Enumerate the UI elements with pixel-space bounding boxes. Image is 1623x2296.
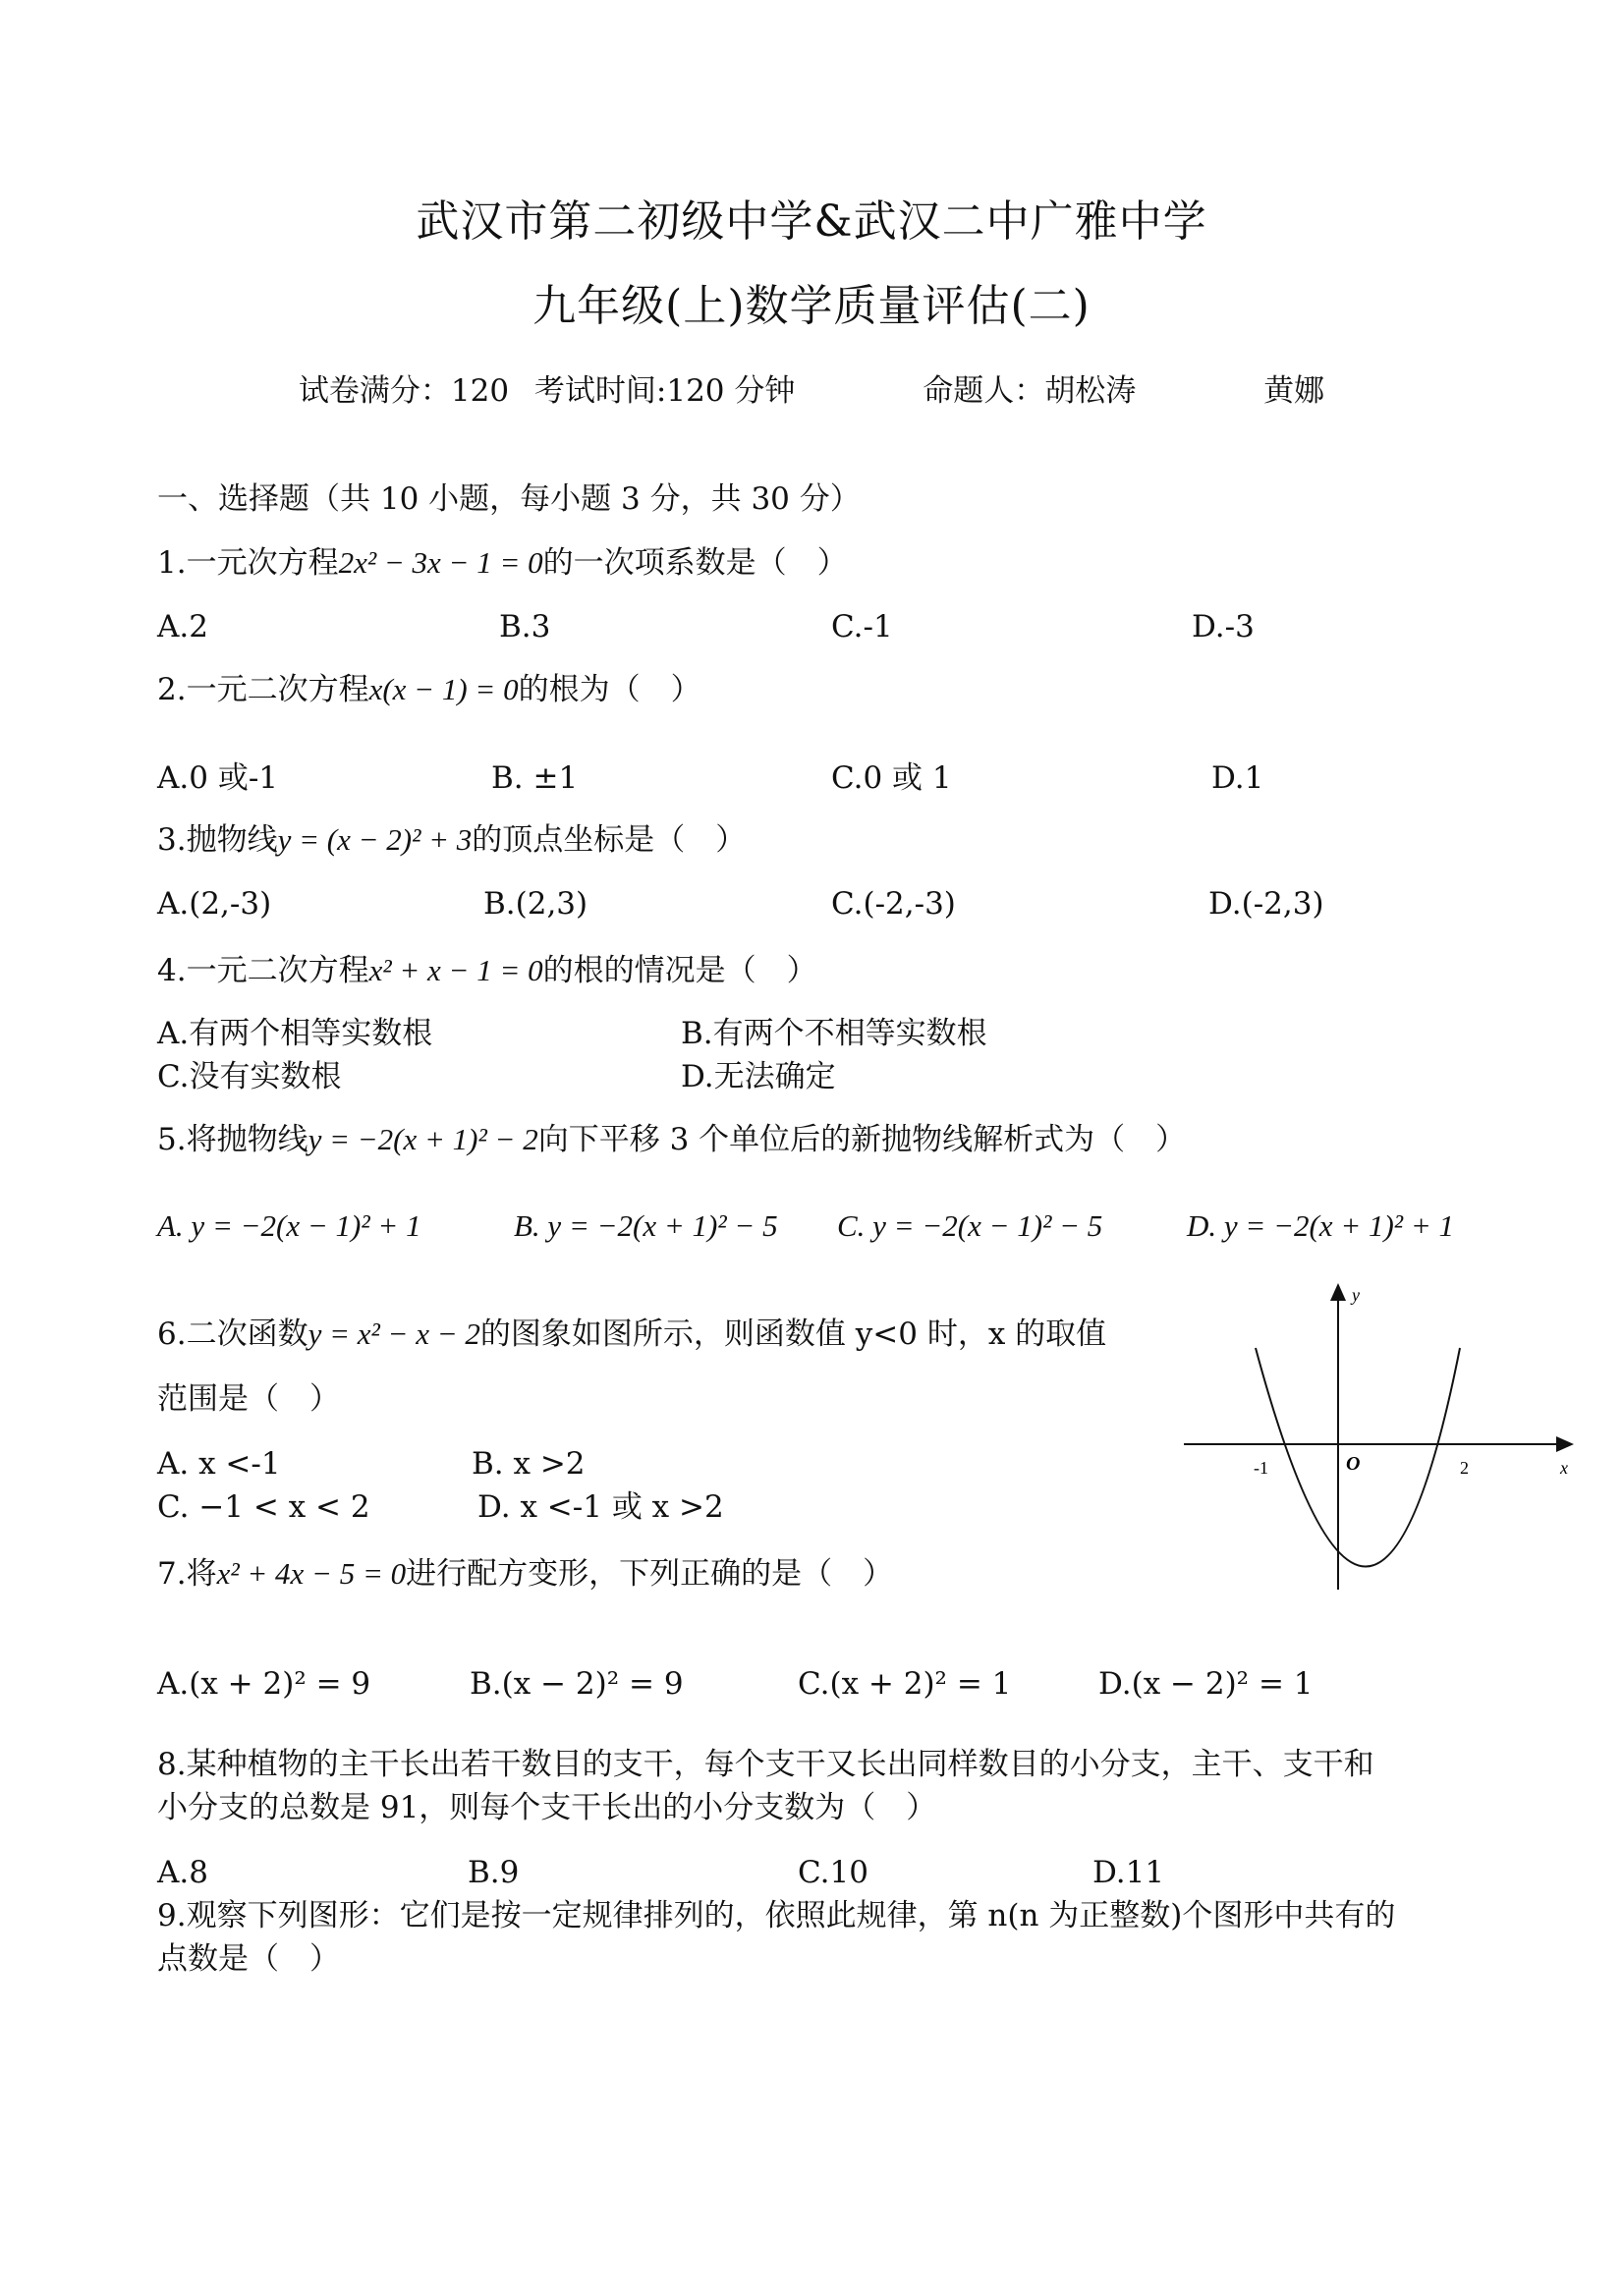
q2-option-c: C.0 或 1: [831, 760, 952, 796]
q5-option-d: D. y = −2(x + 1)² + 1: [1187, 1208, 1455, 1243]
q7-math: x² + 4x − 5 = 0: [216, 1556, 407, 1591]
q4-stem-post: 的根的情况是（ ）: [542, 953, 817, 988]
q8-option-a: A.8: [157, 1855, 208, 1890]
q3-option-a: A.(2,-3): [157, 886, 272, 922]
tick-label-left: -1: [1254, 1458, 1268, 1478]
question-5: [157, 1120, 1186, 1159]
q2-math: x(x − 1) = 0: [368, 672, 519, 706]
question-1: [157, 543, 848, 583]
q2-option-a: A.0 或-1: [157, 760, 279, 796]
q1-stem-pre: 1.一元次方程: [157, 545, 339, 581]
x-axis-label: x: [1560, 1458, 1568, 1478]
q2-stem-pre: 2.一元二次方程: [157, 672, 369, 707]
q5-option-a: A. y = −2(x − 1)² + 1: [157, 1208, 421, 1243]
q1-option-c: C.-1: [831, 609, 893, 644]
q7-option-c: C.(x + 2)² = 1: [798, 1666, 1012, 1702]
q5-option-c: C. y = −2(x − 1)² − 5: [837, 1208, 1103, 1243]
exam-meta: [0, 371, 1623, 411]
exam-title-line2: 九年级(上)数学质量评估(二): [532, 281, 1091, 331]
question-8-line2: 小分支的总数是 91，则每个支干长出的小分支数为（ ）: [157, 1790, 937, 1825]
q1-math: 2x² − 3x − 1 = 0: [338, 545, 543, 580]
q4-option-b: B.有两个不相等实数根: [681, 1016, 987, 1051]
author2-info: 黄娜: [1263, 373, 1325, 409]
question-4: [157, 951, 817, 990]
q2-option-d: D.1: [1211, 760, 1264, 796]
q2-stem-post: 的根为（ ）: [518, 672, 701, 707]
tick-label-right: 2: [1460, 1458, 1469, 1478]
q7-option-a: A.(x + 2)² = 9: [157, 1666, 371, 1702]
q6-option-b: B. x >2: [472, 1446, 586, 1482]
q3-stem-post: 的顶点坐标是（ ）: [472, 822, 747, 858]
exam-title-line1: 武汉市第二初级中学&武汉二中广雅中学: [416, 196, 1207, 247]
q1-stem-post: 的一次项系数是（ ）: [542, 545, 848, 581]
question-9-line1: 9.观察下列图形：它们是按一定规律排列的，依照此规律，第 n(n 为正整数)个图形中共有的: [157, 1898, 1396, 1933]
q3-option-c: C.(-2,-3): [831, 886, 956, 922]
q7-option-d: D.(x − 2)² = 1: [1098, 1666, 1314, 1702]
q4-option-c: C.没有实数根: [157, 1059, 342, 1094]
section-heading: 一、选择题（共 10 小题，每小题 3 分，共 30 分）: [157, 481, 861, 517]
origin-label: O: [1346, 1453, 1361, 1475]
q4-math: x² + x − 1 = 0: [368, 953, 543, 987]
q5-stem-pre: 5.将抛物线: [157, 1122, 308, 1157]
question-8-line1: 8.某种植物的主干长出若干数目的支干，每个支干又长出同样数目的小分支，主干、支干和: [157, 1747, 1374, 1782]
q3-stem-pre: 3.抛物线: [157, 822, 278, 858]
q8-option-b: B.9: [468, 1855, 520, 1890]
question-9-line2: 点数是（ ）: [157, 1941, 340, 1977]
q6-stem-line2: 范围是（ ）: [157, 1381, 340, 1417]
q4-option-a: A.有两个相等实数根: [157, 1016, 433, 1051]
author-info: 命题人：胡松涛: [923, 373, 1137, 409]
question-2: [157, 670, 701, 709]
q5-option-b: B. y = −2(x + 1)² − 5: [514, 1208, 778, 1243]
q7-stem-pre: 7.将: [157, 1556, 217, 1592]
q8-option-d: D.11: [1092, 1855, 1165, 1890]
q8-option-c: C.10: [798, 1855, 868, 1890]
q1-option-a: A.2: [157, 609, 208, 644]
q6-stem-post: 的图象如图所示，则函数值 y<0 时，x 的取值: [479, 1316, 1107, 1352]
q7-option-b: B.(x − 2)² = 9: [470, 1666, 684, 1702]
parabola-graph: [1179, 1277, 1582, 1601]
q6-option-d: D. x <-1 或 x >2: [477, 1489, 724, 1525]
question-6: [157, 1315, 1106, 1354]
q3-math: y = (x − 2)² + 3: [277, 822, 473, 857]
q3-option-b: B.(2,3): [483, 886, 588, 922]
q6-stem-pre: 6.二次函数: [157, 1316, 308, 1352]
q5-stem-post: 向下平移 3 个单位后的新抛物线解析式为（ ）: [537, 1122, 1187, 1157]
score-info: 试卷满分：120: [298, 373, 510, 409]
q7-stem-post: 进行配方变形，下列正确的是（ ）: [406, 1556, 894, 1592]
y-axis-label: y: [1352, 1285, 1360, 1305]
q4-option-d: D.无法确定: [681, 1059, 836, 1094]
q6-math: y = x² − x − 2: [308, 1316, 480, 1351]
q4-stem-pre: 4.一元二次方程: [157, 953, 369, 988]
q6-option-c: C. −1 < x < 2: [157, 1489, 370, 1525]
q2-option-b: B. ±1: [491, 760, 579, 796]
q3-option-d: D.(-2,3): [1208, 886, 1324, 922]
q1-option-d: D.-3: [1192, 609, 1255, 644]
q5-math: y = −2(x + 1)² − 2: [308, 1122, 538, 1156]
time-info: 考试时间:120 分钟: [533, 373, 796, 409]
q6-option-a: A. x <-1: [157, 1446, 281, 1482]
q1-option-b: B.3: [499, 609, 551, 644]
question-3: [157, 820, 746, 860]
question-7: [157, 1554, 893, 1594]
